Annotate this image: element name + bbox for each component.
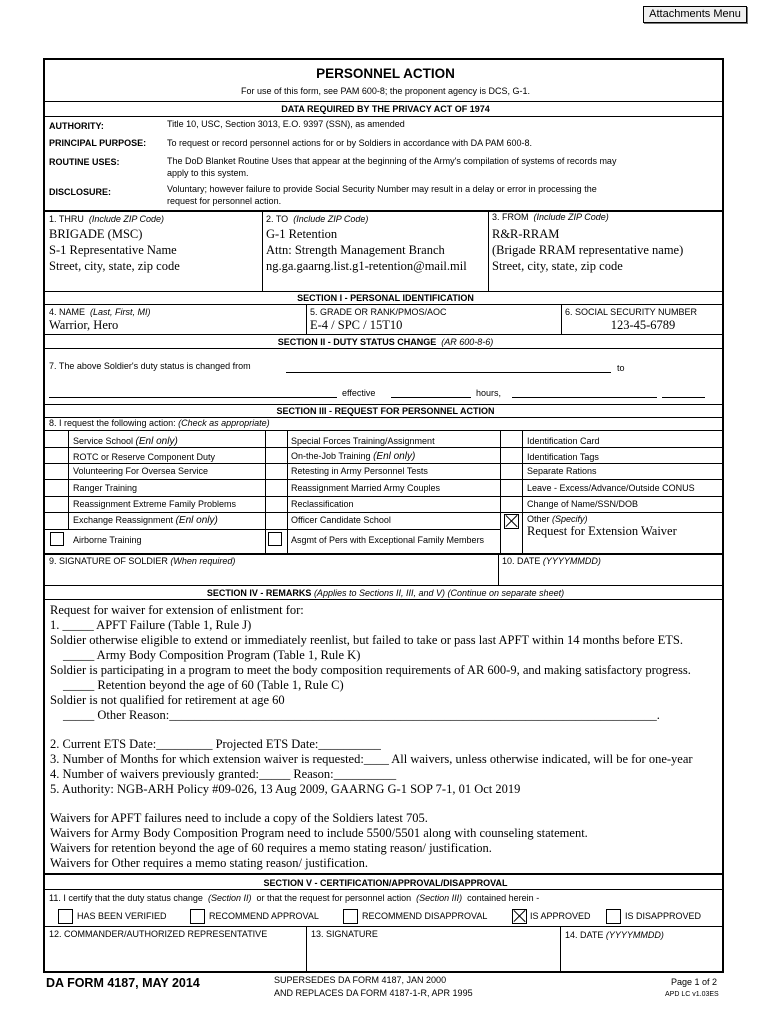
remarks-line-1[interactable]: Request for waiver for extension of enlistment for: — [50, 603, 304, 617]
option-ocs: Officer Candidate School — [291, 515, 391, 525]
checkbox-recommend-approval[interactable] — [190, 909, 205, 924]
disclosure-text-2: request for personnel action. — [167, 196, 282, 206]
supersedes-line-2: AND REPLACES DA FORM 4187-1-R, APR 1995 — [274, 988, 473, 998]
disclosure-label: DISCLOSURE: — [49, 187, 112, 197]
form-title: PERSONNEL ACTION — [316, 66, 455, 81]
checkbox-other[interactable] — [504, 514, 519, 529]
certification-text: 11. I certify that the duty status change (Section II) or that the request for personnel action (Section III) contained herein - — [49, 893, 540, 903]
from-line-1[interactable]: R&R-RRAM — [492, 227, 560, 241]
from-line-2[interactable]: (Brigade RRAM representative name) — [492, 243, 684, 257]
other-specify-field[interactable]: Request for Extension Waiver — [527, 524, 677, 538]
section-3-heading: SECTION III - REQUEST FOR PERSONNEL ACTION — [276, 406, 495, 416]
commander-label: 12. COMMANDER/AUTHORIZED REPRESENTATIVE — [49, 929, 268, 939]
authority-text: Title 10, USC, Section 3013, E.O. 9397 (SSN), as amended — [167, 119, 405, 129]
to-line-3[interactable]: ng.ga.gaarng.list.g1-retention@mail.mil — [266, 259, 467, 273]
option-service-school: Service School (Enl only) — [73, 436, 178, 447]
privacy-act-heading: DATA REQUIRED BY THE PRIVACY ACT OF 1974 — [281, 104, 490, 114]
disclosure-text-1: Voluntary; however failure to provide Social Security Number may result in a delay or error in processing the — [167, 184, 597, 194]
option-airborne-training: Airborne Training — [73, 535, 142, 545]
section-2-heading: SECTION II - DUTY STATUS CHANGE (AR 600-8-6) — [277, 337, 494, 347]
remarks-line-9[interactable]: 2. Current ETS Date:_________ Projected ETS Date:__________ — [50, 737, 381, 751]
checkbox-recommend-disapproval[interactable] — [343, 909, 358, 924]
section-4-heading: SECTION IV - REMARKS (Applies to Sections II, III, and V) (Continue on separate sheet) — [206, 588, 565, 598]
page-number: Page 1 of 2 — [671, 977, 718, 987]
effective-extra-field[interactable] — [662, 397, 705, 398]
remarks-line-7[interactable]: Soldier is not qualified for retirement at age 60 — [50, 693, 285, 707]
option-has-been-verified: HAS BEEN VERIFIED — [77, 911, 167, 921]
option-is-approved: IS APPROVED — [530, 911, 591, 921]
from-line-3[interactable]: Street, city, state, zip code — [492, 259, 623, 273]
option-oversea-service: Volunteering For Oversea Service — [73, 466, 209, 476]
checkbox-is-approved[interactable] — [512, 909, 527, 924]
approval-date-label: 14. DATE (YYYYMMDD) — [565, 930, 664, 940]
option-reclassification: Reclassification — [291, 499, 354, 509]
option-change-name: Change of Name/SSN/DOB — [527, 499, 639, 509]
effective-time-field[interactable] — [391, 397, 471, 398]
principal-purpose-text: To request or record personnel actions for or by Soldiers in accordance with DA PAM 600-8. — [167, 138, 533, 148]
remarks-line-3[interactable]: Soldier otherwise eligible to extend or immediately reenlist, but failed to take or pass last APFT within 14 months before ETS. — [50, 633, 683, 647]
section-1-heading: SECTION I - PERSONAL IDENTIFICATION — [297, 293, 474, 303]
remarks-line-12[interactable]: 5. Authority: NGB-ARH Policy #09-026, 13 Aug 2009, GAARNG G-1 SOP 7-1, 01 Oct 2019 — [50, 782, 521, 796]
option-id-card: Identification Card — [527, 436, 600, 446]
duty-status-to-field[interactable] — [49, 397, 337, 398]
soldier-signature-label: 9. SIGNATURE OF SOLDIER (When required) — [49, 556, 236, 566]
checkbox-airborne-training[interactable] — [50, 532, 64, 546]
routine-uses-label: ROUTINE USES: — [49, 157, 120, 167]
effective-label: effective — [342, 388, 376, 398]
routine-uses-text-1: The DoD Blanket Routine Uses that appear at the beginning of the Army's compilation of systems of records may — [167, 156, 617, 166]
name-field[interactable]: Warrior, Hero — [49, 318, 119, 332]
to-line-2[interactable]: Attn: Strength Management Branch — [266, 243, 445, 257]
grade-label: 5. GRADE OR RANK/PMOS/AOC — [310, 307, 447, 317]
remarks-line-15[interactable]: Waivers for retention beyond the age of 60 requires a memo stating reason/ justification. — [50, 841, 492, 855]
approval-signature-label: 13. SIGNATURE — [311, 929, 378, 939]
principal-purpose-label: PRINCIPAL PURPOSE: — [49, 138, 147, 148]
option-separate-rations: Separate Rations — [527, 466, 597, 476]
checkbox-has-been-verified[interactable] — [58, 909, 73, 924]
name-label: 4. NAME (Last, First, MI) — [49, 307, 151, 317]
remarks-line-4[interactable]: _____ Army Body Composition Program (Table 1, Rule K) — [63, 648, 361, 662]
option-ojt: On-the-Job Training (Enl only) — [291, 451, 416, 462]
duty-status-to-label: to — [617, 363, 625, 373]
thru-line-2[interactable]: S-1 Representative Name — [49, 243, 177, 257]
remarks-line-5[interactable]: Soldier is participating in a program to meet the body composition requirements of AR 600-9, and making satisfactory progress. — [50, 663, 691, 677]
form-id: DA FORM 4187, MAY 2014 — [46, 976, 200, 990]
option-rotc-reserve: ROTC or Reserve Component Duty — [73, 452, 216, 462]
option-married-couples: Reassignment Married Army Couples — [291, 483, 441, 493]
thru-label: 1. THRU (Include ZIP Code) — [49, 214, 165, 224]
option-exchange-reassignment: Exchange Reassignment (Enl only) — [73, 515, 218, 526]
grade-field[interactable]: E-4 / SPC / 15T10 — [310, 318, 403, 332]
supersedes-line-1: SUPERSEDES DA FORM 4187, JAN 2000 — [274, 975, 447, 985]
option-recommend-approval: RECOMMEND APPROVAL — [209, 911, 319, 921]
routine-uses-text-2: apply to this system. — [167, 168, 249, 178]
thru-line-1[interactable]: BRIGADE (MSC) — [49, 227, 143, 241]
soldier-date-label: 10. DATE (YYYYMMDD) — [502, 556, 601, 566]
option-retesting: Retesting in Army Personnel Tests — [291, 466, 428, 476]
remarks-line-13[interactable]: Waivers for APFT failures need to include a copy of the Soldiers latest 705. — [50, 811, 428, 825]
option-ranger-training: Ranger Training — [73, 483, 138, 493]
remarks-line-2[interactable]: 1. _____ APFT Failure (Table 1, Rule J) — [50, 618, 252, 632]
option-other: Other (Specify) — [527, 514, 588, 524]
from-label: 3. FROM (Include ZIP Code) — [492, 212, 609, 222]
authority-label: AUTHORITY: — [49, 121, 104, 131]
duty-status-text: 7. The above Soldier's duty status is changed from — [49, 361, 251, 371]
option-recommend-disapproval: RECOMMEND DISAPPROVAL — [362, 911, 488, 921]
to-label: 2. TO (Include ZIP Code) — [266, 214, 369, 224]
checkbox-is-disapproved[interactable] — [606, 909, 621, 924]
ssn-label: 6. SOCIAL SECURITY NUMBER — [565, 307, 698, 317]
attachments-menu-button[interactable]: Attachments Menu — [643, 6, 747, 23]
form-version: APD LC v1.03ES — [665, 991, 719, 998]
remarks-line-16[interactable]: Waivers for Other requires a memo stating reason/ justification. — [50, 856, 368, 870]
remarks-line-10[interactable]: 3. Number of Months for which extension waiver is requested:____ All waivers, unless otherwise indicated, will be for one-year — [50, 752, 693, 766]
duty-status-from-field[interactable] — [286, 372, 611, 373]
option-special-forces: Special Forces Training/Assignment — [291, 436, 435, 446]
remarks-line-8[interactable]: _____ Other Reason:______________________________________________________________________________. — [63, 708, 660, 722]
remarks-line-6[interactable]: _____ Retention beyond the age of 60 (Table 1, Rule C) — [63, 678, 344, 692]
hours-label: hours, — [476, 388, 502, 398]
thru-line-3[interactable]: Street, city, state, zip code — [49, 259, 180, 273]
option-is-disapproved: IS DISAPPROVED — [625, 911, 702, 921]
option-leave: Leave - Excess/Advance/Outside CONUS — [527, 483, 695, 493]
ssn-field[interactable]: 123-45-6789 — [610, 318, 676, 332]
option-exceptional-family: Asgmt of Pers with Exceptional Family Members — [291, 535, 485, 545]
remarks-line-14[interactable]: Waivers for Army Body Composition Program need to include 5500/5501 along with counseling statement. — [50, 826, 588, 840]
form-subtitle: For use of this form, see PAM 600-8; the proponent agency is DCS, G-1. — [241, 86, 530, 96]
checkbox-exceptional-family[interactable] — [268, 532, 282, 546]
option-reassignment-family: Reassignment Extreme Family Problems — [73, 499, 237, 509]
to-line-1[interactable]: G-1 Retention — [266, 227, 338, 241]
section-5-heading: SECTION V - CERTIFICATION/APPROVAL/DISAPPROVAL — [263, 878, 508, 888]
effective-date-field[interactable] — [512, 397, 657, 398]
option-id-tags: Identification Tags — [527, 452, 599, 462]
request-intro: 8. I request the following action: (Check as appropriate) — [49, 418, 270, 428]
remarks-line-11[interactable]: 4. Number of waivers previously granted:_____ Reason:__________ — [50, 767, 397, 781]
